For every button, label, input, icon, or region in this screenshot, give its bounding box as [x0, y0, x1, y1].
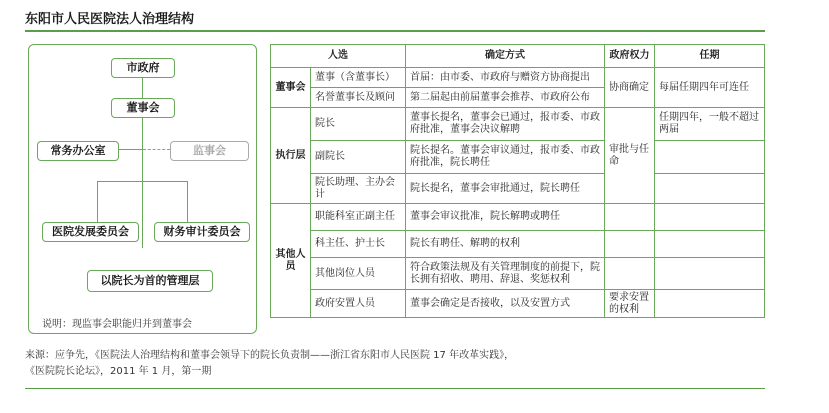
governance-table [270, 44, 765, 318]
node-development-committee: 医院发展委员会 [42, 222, 139, 242]
cell-gov-empty [605, 231, 655, 258]
table-row [271, 258, 765, 290]
org-chart-panel [28, 44, 257, 334]
cell-method: 首届：由市委、市政府与赠资方协商提出 [406, 68, 605, 88]
node-management: 以院长为首的管理层 [87, 270, 213, 292]
table-row [271, 68, 765, 88]
connector [97, 181, 188, 182]
cell-term-empty [655, 258, 765, 290]
header-method: 确定方式 [406, 45, 605, 68]
source-citation [25, 348, 514, 380]
connector [187, 181, 188, 222]
cell-term-empty [655, 204, 765, 231]
cell-term-empty [655, 231, 765, 258]
cell-gov-power: 要求安置的权利 [605, 290, 655, 318]
cell-term-empty [655, 290, 765, 318]
cell-person: 其他岗位人员 [311, 258, 406, 290]
header-term: 任期 [655, 45, 765, 68]
table-row [271, 204, 765, 231]
group-board: 董事会 [271, 68, 311, 108]
cell-gov-empty [605, 204, 655, 231]
cell-person: 副院长 [311, 141, 406, 174]
dashed-connector [143, 149, 170, 150]
source-line-1: 来源：应争先，《医院法人治理结构和董事会领导下的院长负责制——浙江省东阳市人民医院 17 年改革实践》， [25, 350, 515, 361]
cell-term: 每届任期四年可连任 [655, 68, 765, 108]
cell-method: 院长提名，董事会审批通过，院长聘任 [406, 174, 605, 204]
title-divider [25, 30, 765, 32]
node-supervisory-board: 监事会 [170, 141, 249, 161]
cell-person: 职能科室正副主任 [311, 204, 406, 231]
table-row [271, 174, 765, 204]
cell-method: 董事长提名，董事会已通过，报市委、市政府批准，董事会决议解聘 [406, 108, 605, 141]
org-chart-note: 说明：现监事会职能归并到董事会 [42, 319, 192, 330]
header-person: 人选 [271, 45, 406, 68]
cell-person: 董事（含董事长） [311, 68, 406, 88]
header-gov-power: 政府权力 [605, 45, 655, 68]
source-line-2: 《医院院长论坛》，2011 年 1 月，第一期 [25, 366, 212, 377]
cell-method: 董事会确定是否接收，以及安置方式 [406, 290, 605, 318]
table-row [271, 290, 765, 318]
table-row [271, 108, 765, 141]
connector [97, 181, 98, 222]
node-general-office: 常务办公室 [37, 141, 119, 161]
page-title: 东阳市人民医院法人治理结构 [25, 12, 195, 27]
cell-person: 名誉董事长及顾问 [311, 88, 406, 108]
group-executive: 执行层 [271, 108, 311, 204]
cell-method: 符合政策法规及有关管理制度的前提下，院长拥有招收、聘用、辞退、奖惩权利 [406, 258, 605, 290]
node-board: 董事会 [111, 98, 175, 118]
connector [142, 118, 143, 248]
node-city-government: 市政府 [111, 58, 175, 78]
cell-person: 政府安置人员 [311, 290, 406, 318]
node-audit-committee: 财务审计委员会 [154, 222, 250, 242]
cell-method: 第二届起由前届董事会推荐、市政府公布 [406, 88, 605, 108]
cell-term: 任期四年，一般不超过两届 [655, 108, 765, 141]
cell-gov-empty [605, 258, 655, 290]
cell-method: 院长有聘任、解聘的权利 [406, 231, 605, 258]
cell-gov-power: 协商确定 [605, 68, 655, 108]
cell-gov-power: 审批与任命 [605, 108, 655, 204]
table-row [271, 141, 765, 174]
cell-term-empty [655, 141, 765, 174]
cell-term-empty [655, 174, 765, 204]
connector [142, 78, 143, 98]
cell-person: 院长助理、主办会计 [311, 174, 406, 204]
cell-method: 董事会审议批准，院长解聘或聘任 [406, 204, 605, 231]
group-others: 其他人员 [271, 204, 311, 318]
table-header-row [271, 45, 765, 68]
table-row [271, 231, 765, 258]
bottom-divider [25, 388, 765, 389]
cell-person: 科主任、护士长 [311, 231, 406, 258]
cell-person: 院长 [311, 108, 406, 141]
connector [119, 149, 142, 150]
cell-method: 院长提名。董事会审议通过，报市委、市政府批准，院长聘任 [406, 141, 605, 174]
